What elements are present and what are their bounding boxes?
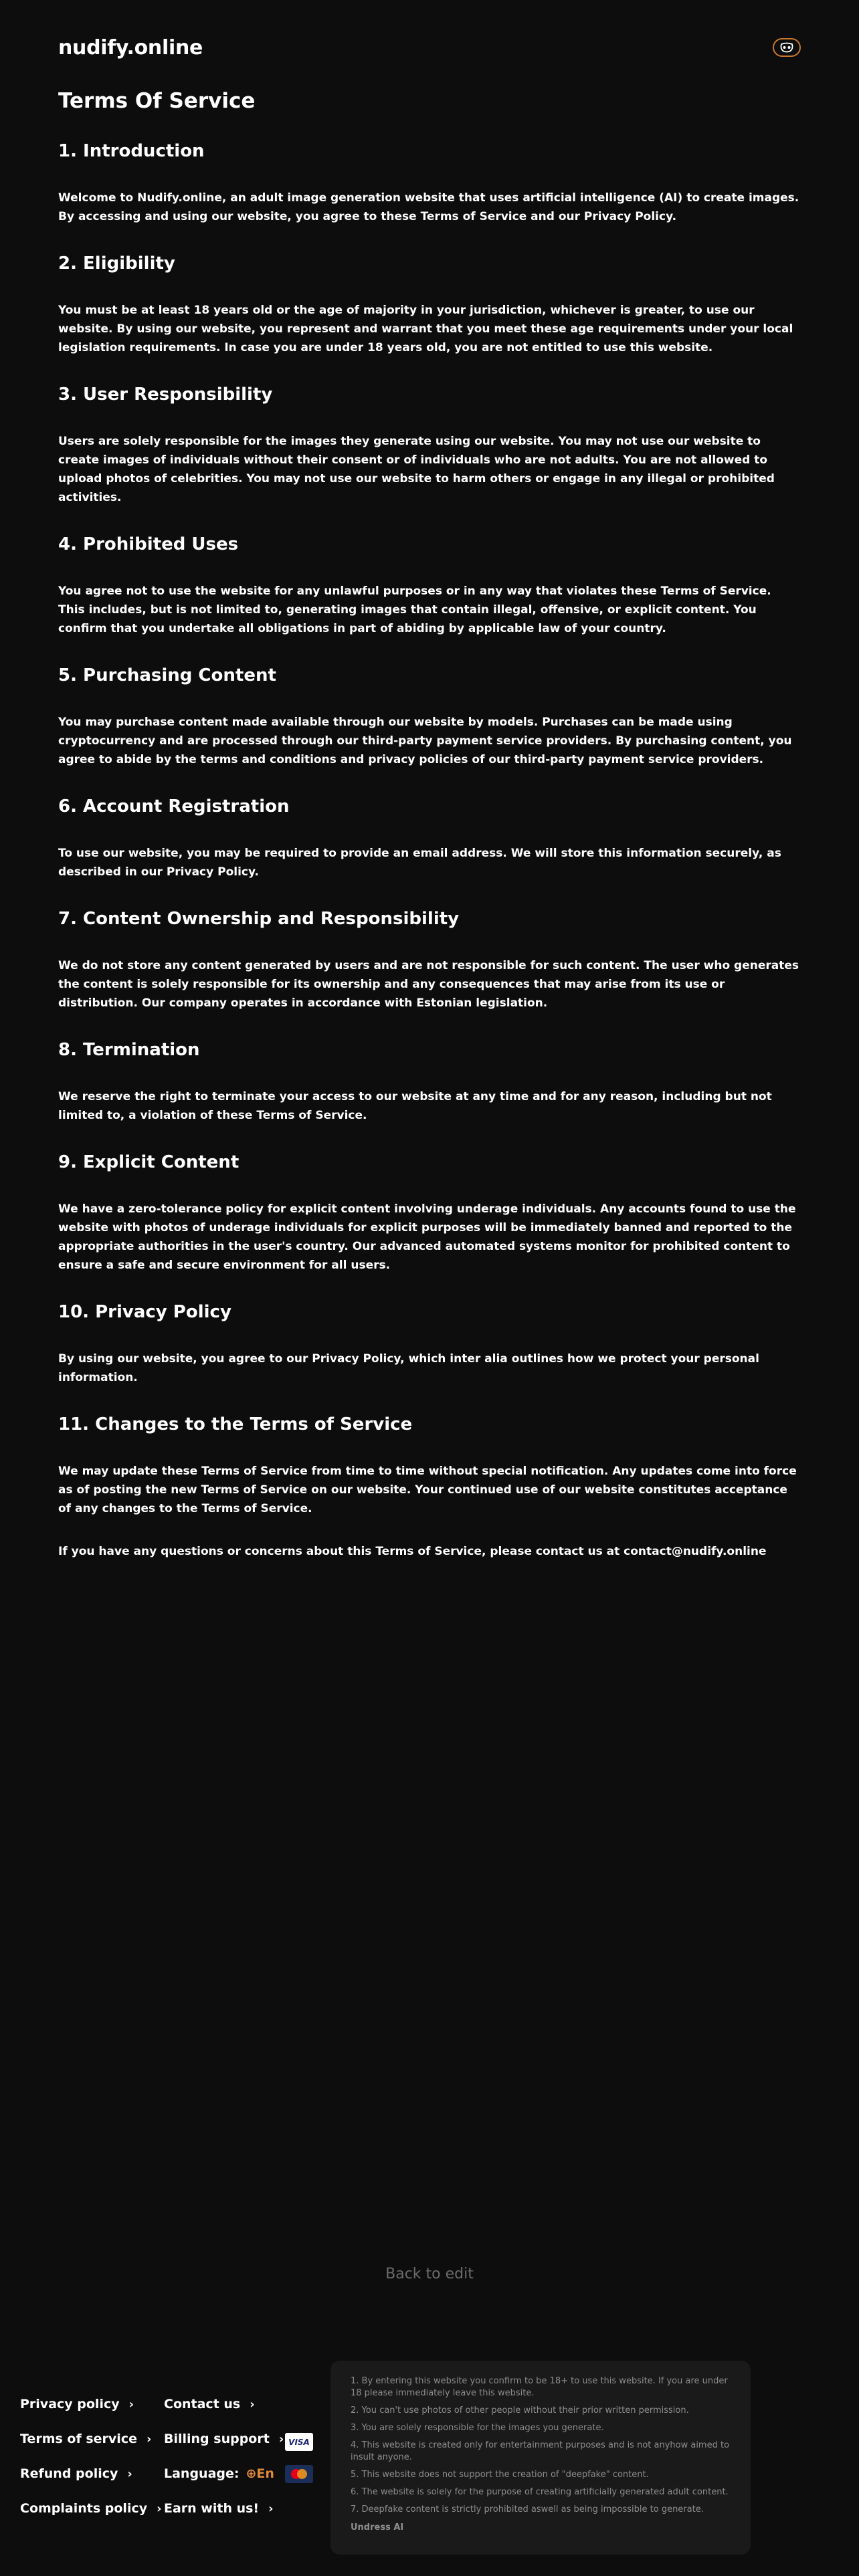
section-eligibility — [58, 250, 801, 357]
section-body: By using our website, you agree to our Privacy Policy, which inter alia outlines how we protect your personal information. — [58, 1352, 759, 1384]
terms-content — [58, 84, 801, 1561]
language-label: Language: — [164, 2466, 240, 2481]
link-label: Privacy policy — [20, 2397, 120, 2411]
section-heading: 1. Introduction — [58, 141, 205, 161]
earn-with-us-link[interactable] — [164, 2501, 274, 2516]
disclaimer-item: 6. The website is solely for the purpose of creating artificially generated adult content. — [351, 2487, 729, 2497]
disclaimer-item: 7. Deepfake content is strictly prohibited aswell as being impossible to generate. — [351, 2504, 704, 2514]
contact-us-link[interactable] — [164, 2397, 255, 2411]
section-body: Welcome to Nudify.online, an adult image generation website that uses artificial intelligence (AI) to create images. By accessing and using our website, you agree to these Terms of Service and our Privacy Policy. — [58, 191, 799, 223]
disclaimer-panel — [330, 2361, 751, 2555]
header — [58, 32, 801, 63]
link-label: Terms of service — [20, 2432, 137, 2446]
back-to-edit-link[interactable]: Back to edit — [385, 2266, 474, 2282]
refund-policy-link[interactable] — [20, 2466, 132, 2481]
disclaimer-item: 5. This website does not support the creation of "deepfake" content. — [351, 2470, 649, 2480]
chevron-right-icon: › — [128, 2397, 134, 2411]
menu-button[interactable] — [773, 38, 801, 57]
section-body: We reserve the right to terminate your access to our website at any time and for any reason, including but not limited to, a violation of these Terms of Service. — [58, 1090, 772, 1122]
link-label: Complaints policy — [20, 2501, 148, 2516]
link-label: Earn with us! — [164, 2501, 260, 2516]
disclaimer-item: 2. You can't use photos of other people without their prior written permission. — [351, 2405, 689, 2416]
section-body: To use our website, you may be required to provide an email address. We will store this information securely, as described in our Privacy Policy. — [58, 847, 781, 879]
chevron-right-icon: › — [268, 2502, 274, 2516]
language-value: En — [256, 2466, 274, 2481]
section-content-ownership — [58, 905, 801, 1012]
chevron-right-icon: › — [278, 2432, 284, 2446]
mastercard-icon — [285, 2465, 313, 2483]
section-body: You agree not to use the website for any unlawful purposes or in any way that violates these Terms of Service. This includes, but is not limited to, generating images that contain illegal, offensive, or explicit content. You confirm that you undertake all obligations in part of abiding by applicable law of your country. — [58, 584, 771, 635]
visa-card-icon: VISA — [285, 2433, 313, 2451]
globe-icon: ⊕ — [246, 2466, 257, 2481]
section-heading: 2. Eligibility — [58, 253, 175, 274]
section-body: We may update these Terms of Service from time to time without special notification. Any updates come into force as of posting the new Terms of Service on our website. Your continued use of our website constitutes acceptance of any changes to the Terms of Service. — [58, 1465, 797, 1515]
footer — [0, 2354, 859, 2576]
section-prohibited-uses — [58, 531, 801, 638]
section-body: You may purchase content made available through our website by models. Purchases can be made using cryptocurrency and are processed through our third-party payment service providers. By purchasing content, you agree to abide by the terms and conditions and privacy policies of our third-party payment service providers. — [58, 716, 792, 766]
chevron-right-icon: › — [250, 2397, 255, 2411]
site-logo[interactable]: nudify.online — [58, 35, 203, 60]
section-user-responsibility — [58, 381, 801, 507]
section-heading: 4. Prohibited Uses — [58, 534, 239, 554]
disclaimer-list — [351, 2375, 731, 2516]
section-changes — [58, 1411, 801, 1518]
section-heading: 10. Privacy Policy — [58, 1302, 231, 1322]
disclaimer-brand: Undress AI — [351, 2523, 404, 2533]
chevron-right-icon: › — [157, 2502, 162, 2516]
section-body: Users are solely responsible for the images they generate using our website. You may not use our website to create images of individuals without their consent or of individuals who are not adults. You are not allowed to upload photos of celebrities. You may not use our website to harm others or engage in any illegal or prohibited activities. — [58, 435, 775, 504]
section-body: We do not store any content generated by users and are not responsible for such content. The user who generates the content is solely responsible for its ownership and any consequences that may arise from its use or distribution. Our company operates in accordance with Estonian legislation. — [58, 959, 799, 1010]
link-label: Billing support — [164, 2432, 270, 2446]
section-account-registration — [58, 793, 801, 881]
section-heading: 9. Explicit Content — [58, 1152, 240, 1172]
section-heading: 6. Account Registration — [58, 796, 290, 817]
page-title: Terms Of Service — [58, 89, 256, 113]
section-heading: 11. Changes to the Terms of Service — [58, 1414, 413, 1434]
terms-of-service-link[interactable] — [20, 2432, 151, 2446]
section-privacy-policy — [58, 1299, 801, 1387]
privacy-policy-link[interactable] — [20, 2397, 134, 2411]
billing-support-link[interactable] — [164, 2432, 284, 2446]
link-label: Refund policy — [20, 2466, 118, 2481]
section-termination — [58, 1037, 801, 1125]
disclaimer-item: 1. By entering this website you confirm to be 18+ to use this website. If you are under 18 please immediately leave this website. — [351, 2376, 728, 2398]
section-body: We have a zero-tolerance policy for explicit content involving underage individuals. Any accounts found to use the website with photos of underage individuals for explicit purposes will be immediately banned and reported to the appropriate authorities in the user's country. Our advanced automated systems monitor for prohibited content to ensure a safe and secure environment for all users. — [58, 1202, 796, 1272]
language-selector[interactable] — [164, 2466, 274, 2481]
section-introduction — [58, 138, 801, 226]
section-explicit-content — [58, 1149, 801, 1275]
contact-note: If you have any questions or concerns about this Terms of Service, please contact us at contact@nudify.online — [58, 1545, 767, 1558]
complaints-policy-link[interactable] — [20, 2501, 162, 2516]
disclaimer-item: 4. This website is created only for entertainment purposes and is not anyhow aimed to insult anyone. — [351, 2440, 730, 2462]
section-heading: 3. User Responsibility — [58, 385, 273, 405]
disclaimer-item: 3. You are solely responsible for the images you generate. — [351, 2423, 604, 2433]
section-body: You must be at least 18 years old or the age of majority in your jurisdiction, whichever is greater, to use our website. By using our website, you represent and warrant that you meet these age requirements under your local legislation requirements. In case you are under 18 years old, you are not entitled to use this website. — [58, 304, 793, 354]
section-heading: 8. Termination — [58, 1040, 200, 1060]
section-heading: 7. Content Ownership and Responsibility — [58, 909, 460, 929]
mask-icon — [779, 42, 794, 53]
chevron-right-icon: › — [127, 2467, 132, 2481]
link-label: Contact us — [164, 2397, 241, 2411]
section-purchasing-content — [58, 662, 801, 769]
chevron-right-icon: › — [146, 2432, 152, 2446]
section-heading: 5. Purchasing Content — [58, 665, 276, 685]
